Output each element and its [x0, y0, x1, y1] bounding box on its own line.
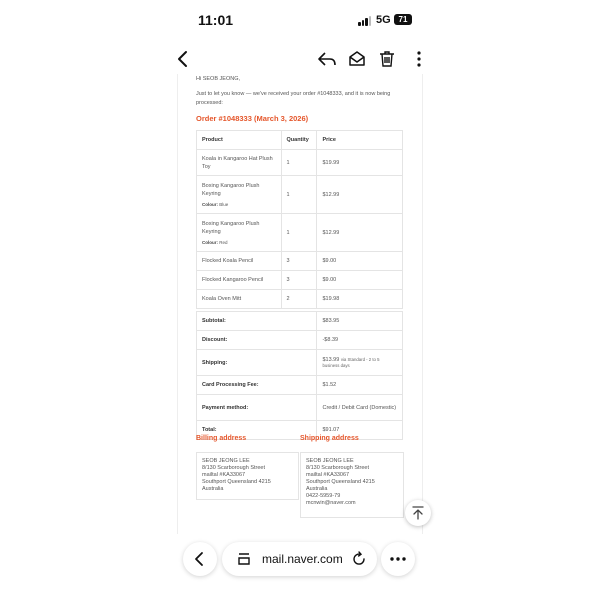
shipping-note: via Standard - 2 to 5 business days	[322, 356, 380, 368]
trash-icon[interactable]	[377, 49, 397, 69]
browser-more-button[interactable]	[381, 542, 415, 576]
address-phone[interactable]: 0422-5959-79	[306, 493, 341, 499]
product-qty: 2	[281, 290, 317, 309]
total-label: Total:	[197, 421, 317, 440]
total-row	[197, 376, 403, 395]
status-bar	[165, 12, 435, 32]
status-time: 11:01	[198, 12, 234, 28]
product-qty: 1	[281, 150, 317, 176]
table-row	[197, 290, 403, 309]
header-product: Product	[197, 131, 282, 150]
shipping-address-box	[300, 452, 404, 518]
product-name: Koala Oven Mitt	[197, 290, 282, 309]
total-label: Card Processing Fee:	[197, 376, 317, 395]
table-row	[197, 150, 403, 176]
mail-toolbar	[165, 44, 435, 74]
chevron-left-icon[interactable]	[173, 49, 193, 69]
address-line: Southport Queensland 4215	[306, 479, 375, 485]
product-price: $9.00	[317, 252, 403, 271]
envelope-icon[interactable]	[347, 49, 367, 69]
address-line: Australia	[306, 486, 328, 492]
product-price: $19.98	[317, 290, 403, 309]
address-line: mailtal #KA33067	[202, 472, 246, 478]
total-row	[197, 395, 403, 421]
more-vertical-icon[interactable]	[409, 49, 429, 69]
address-line: 8/130 Scarborough Street	[202, 465, 265, 471]
network-type: 5G	[376, 14, 391, 26]
header-price: Price	[317, 131, 403, 150]
table-row	[197, 214, 403, 252]
email-body	[177, 74, 423, 534]
address-line: Australia	[202, 486, 224, 492]
shipping-address-title: Shipping address	[300, 435, 359, 442]
product-name: Flocked Koala Pencil	[197, 252, 282, 271]
address-line: 8/130 Scarborough Street	[306, 465, 369, 471]
total-row	[197, 312, 403, 331]
product-qty: 3	[281, 271, 317, 290]
scroll-to-top-button[interactable]	[405, 500, 431, 526]
total-value: $83.95	[317, 312, 403, 331]
email-greeting: Hi SEOB JEONG,	[196, 76, 241, 82]
total-label: Shipping:	[197, 350, 317, 376]
battery-icon: 71	[394, 14, 412, 25]
product-variant: Colour: Blue	[202, 202, 229, 207]
total-label: Payment method:	[197, 395, 317, 421]
table-row	[197, 176, 403, 214]
total-row	[197, 331, 403, 350]
chevron-left-icon	[183, 542, 217, 576]
reply-icon[interactable]	[317, 49, 337, 69]
product-name: Koala in Kangaroo Hat Plush Toy	[202, 155, 273, 170]
total-label: Discount:	[197, 331, 317, 350]
browser-back-button[interactable]	[183, 542, 217, 576]
reload-icon[interactable]	[351, 551, 367, 567]
url-text[interactable]: mail.naver.com	[262, 552, 343, 566]
product-name: Flocked Kangaroo Pencil	[197, 271, 282, 290]
product-qty: 1	[281, 214, 317, 252]
product-variant: Colour: Red	[202, 240, 228, 245]
table-header-row	[197, 131, 403, 150]
browser-bottom-bar	[183, 542, 417, 578]
order-title[interactable]: Order #1048333 (March 3, 2026)	[196, 114, 309, 123]
total-label: Subtotal:	[197, 312, 317, 331]
product-name: Boxing Kangaroo Plush Keyring	[202, 221, 260, 235]
address-line: Southport Queensland 4215	[202, 479, 271, 485]
email-intro: Just to let you know — we've received your order #1048333, and it is now being processed:	[196, 91, 391, 106]
signal-icon	[358, 16, 372, 26]
address-email[interactable]: mcnwin@naver.com	[306, 500, 356, 506]
total-value: $13.99 via Standard - 2 to 5 business days	[317, 350, 403, 376]
product-price: $12.99	[317, 214, 403, 252]
total-value: -$8.39	[317, 331, 403, 350]
more-horizontal-icon	[381, 542, 415, 576]
product-qty: 3	[281, 252, 317, 271]
address-line: SEOB JEONG LEE	[306, 458, 354, 464]
product-qty: 1	[281, 176, 317, 214]
order-table	[196, 130, 403, 440]
product-name: Boxing Kangaroo Plush Keyring	[202, 183, 260, 197]
address-line: SEOB JEONG LEE	[202, 458, 250, 464]
product-price: $19.99	[317, 150, 403, 176]
header-quantity: Quantity	[281, 131, 317, 150]
billing-address-box	[196, 452, 299, 500]
table-row	[197, 271, 403, 290]
billing-address-title: Billing address	[196, 435, 247, 442]
address-bar[interactable]	[222, 542, 377, 576]
scroll-to-top-icon	[405, 500, 431, 526]
total-value: $1.52	[317, 376, 403, 395]
phone-screen	[165, 0, 435, 600]
address-line: mailtal #KA33067	[306, 472, 350, 478]
total-value: $91.07	[317, 421, 403, 440]
total-row	[197, 350, 403, 376]
table-row	[197, 252, 403, 271]
page-settings-icon[interactable]	[236, 551, 252, 567]
product-price: $12.99	[317, 176, 403, 214]
total-value: Credit / Debit Card (Domestic)	[317, 395, 403, 421]
product-price: $9.00	[317, 271, 403, 290]
